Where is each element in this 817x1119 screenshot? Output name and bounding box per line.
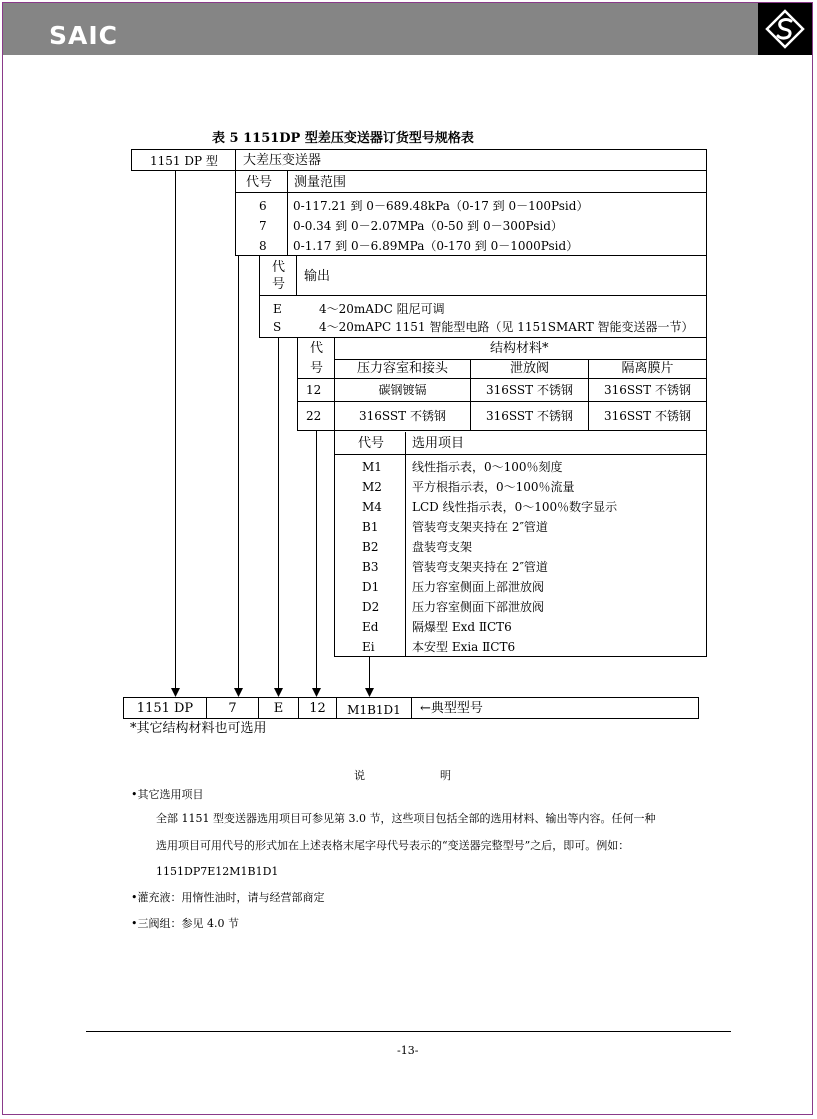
material-cell: 316SST 不锈钢 xyxy=(486,383,573,397)
material-header: 结构材料* xyxy=(490,341,549,356)
note-bullet: •其它选用项目 xyxy=(131,788,204,801)
material-cell: 316SST 不锈钢 xyxy=(359,409,446,423)
range-text: 0-117.21 到 0－689.48kPa（0-17 到 0－100Psid） xyxy=(293,199,589,213)
option-code: B2 xyxy=(362,540,379,554)
note-bullet: •灌充液：用惰性油时，请与经营部商定 xyxy=(131,891,325,904)
option-code: M2 xyxy=(362,480,382,494)
option-code: D2 xyxy=(362,600,380,614)
note-bullet: •三阀组：参见 4.0 节 xyxy=(131,917,239,930)
product-cell: 大差压变送器 xyxy=(243,153,322,168)
range-code: 8 xyxy=(259,239,267,253)
range-code: 7 xyxy=(259,219,267,233)
option-text: 平方根指示表，0～100％流量 xyxy=(412,480,575,494)
material-code-header: 号 xyxy=(310,361,324,376)
option-text: 压力容室侧面下部泄放阀 xyxy=(412,600,545,614)
option-code: B3 xyxy=(362,560,379,574)
material-code: 12 xyxy=(306,383,322,397)
note-paragraph: 选用项目可用代号的形式加在上述表格末尾字母代号表示的“变送器完整型号”之后，即可。例如： xyxy=(156,839,630,852)
range-text: 0-0.34 到 0－2.07MPa（0-50 到 0－300Psid） xyxy=(293,219,563,233)
material-column-header: 压力容室和接头 xyxy=(356,361,448,376)
saic-logo-text: SAIC xyxy=(49,21,119,50)
option-code: Ei xyxy=(362,640,375,654)
output-code-header: 代 xyxy=(272,260,286,275)
output-code: S xyxy=(273,320,282,334)
material-column-header: 泄放阀 xyxy=(509,361,549,376)
typical-label: ←典型型号 xyxy=(420,701,483,716)
material-code: 22 xyxy=(306,409,322,423)
option-text: 管装弯支架夹持在 2″管道 xyxy=(412,520,548,534)
options-header: 选用项目 xyxy=(412,436,465,451)
model-cell: 1151 DP 型 xyxy=(150,154,218,168)
option-code: B1 xyxy=(362,520,379,534)
range-code: 6 xyxy=(259,199,267,213)
typical-cell: 12 xyxy=(309,701,326,716)
option-text: 盘装弯支架 xyxy=(412,540,473,554)
notes-title: 说 xyxy=(354,769,365,782)
option-text: 管装弯支架夹持在 2″管道 xyxy=(412,560,548,574)
typical-cell: E xyxy=(273,701,284,716)
typical-cell: 7 xyxy=(228,701,237,716)
output-header: 输出 xyxy=(304,269,331,284)
note-example: 1151DP7E12M1B1D1 xyxy=(156,865,279,878)
material-cell: 316SST 不锈钢 xyxy=(486,409,573,423)
option-text: 线性指示表，0～100％刻度 xyxy=(412,460,563,474)
page-number: -13- xyxy=(397,1044,419,1057)
material-column-header: 隔离膜片 xyxy=(621,361,674,376)
output-text: 4～20mAPC 1151 智能型电路（见 1151SMART 智能变送器一节） xyxy=(319,320,694,334)
output-code-header: 号 xyxy=(272,277,286,292)
range-header: 测量范围 xyxy=(294,175,347,190)
material-cell: 碳钢镀镉 xyxy=(378,383,427,397)
option-text: 本安型 Exia ⅡCT6 xyxy=(412,640,516,654)
option-text: LCD 线性指示表，0～100％数字显示 xyxy=(412,500,618,514)
option-code: M4 xyxy=(362,500,382,514)
option-text: 压力容室侧面上部泄放阀 xyxy=(412,580,545,594)
option-code: M1 xyxy=(362,460,382,474)
output-text: 4～20mADC 阻尼可调 xyxy=(319,302,445,316)
note-paragraph: 全部 1151 型变送器选用项目可参见第 3.0 节，这些项目包括全部的选用材料、输出等内容。任何一种 xyxy=(156,812,656,825)
material-cell: 316SST 不锈钢 xyxy=(604,383,691,397)
range-code-header: 代号 xyxy=(246,175,273,190)
output-code: E xyxy=(273,302,282,316)
material-cell: 316SST 不锈钢 xyxy=(604,409,691,423)
notes-title: 明 xyxy=(440,769,451,782)
typical-cell: 1151 DP xyxy=(136,701,194,716)
option-code: D1 xyxy=(362,580,380,594)
table-title: 表 5 1151DP 型差压变送器订货型号规格表 xyxy=(212,131,474,146)
material-code-header: 代 xyxy=(310,341,324,356)
range-text: 0-1.17 到 0－6.89MPa（0-170 到 0－1000Psid） xyxy=(293,239,579,253)
table-footnote: *其它结构材料也可选用 xyxy=(130,721,267,736)
typical-cell: M1B1D1 xyxy=(347,703,401,717)
option-code: Ed xyxy=(362,620,379,634)
option-text: 隔爆型 Exd ⅡCT6 xyxy=(412,620,512,634)
options-code-header: 代号 xyxy=(358,436,385,451)
